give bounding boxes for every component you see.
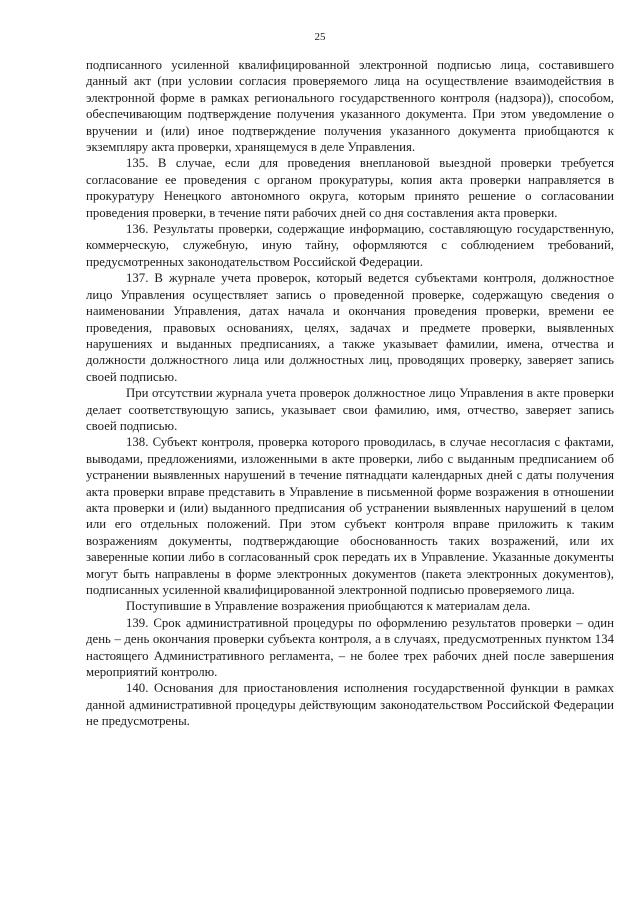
page-number: 25 (314, 31, 326, 43)
paragraph-137: 137. В журнале учета проверок, который ведется субъектами контроля, должностное лицо Управления осуществляет запись о проведенной проверке, содержащую сведения о наименовании Управления, датах начала и окончания проведения проверки, времени ее проведения, правовых основаниях, целях, задачах и предмете проверки, выявленных нарушениях и выданных предписаниях, а также указывает фамилии, имена, отчества и должности должностного лица или должностных лиц, проводящих проверку, заверяет запись своей подписью. (86, 271, 614, 384)
paragraph-138-note: Поступившие в Управление возражения приобщаются к материалам дела. (126, 599, 531, 614)
paragraph-136: 136. Результаты проверки, содержащие информацию, составляющую государственную, коммерческую, служебную, иную тайну, оформляются с соблюдением требований, предусмотренных законодательством Российской Федерации. (86, 222, 614, 269)
body-text (86, 57, 614, 730)
paragraph-139: 139. Срок административной процедуры по оформлению результатов проверки – один день – день окончания проверки субъекта контроля, а в случаях, предусмотренных пунктом 134 настоящего Административного регламента, – не более трех рабочих дней после завершения мероприятий контролю. (86, 615, 614, 680)
paragraph-135: 135. В случае, если для проведения внеплановой выездной проверки требуется согласование ее проведения с органом прокуратуры, копия акта проверки направляется в прокуратуру Ненецкого автономного округа, которым принято решение о согласовании проведения проверки, в течение пяти рабочих дней со дня составления акта проверки. (86, 156, 614, 220)
paragraph-continuation: подписанного усиленной квалифицированной электронной подписью лица, составившего данный акт (при условии согласия проверяемого лица на осуществление взаимодействия в электронной форме в рамках регионального государственного контроля (надзора)), способом, обеспечивающим подтверждение получения указанного документа. При этом уведомление о вручении и (или) иное подтверждение получения указанного документа приобщаются к экземпляру акта проверки, хранящемуся в деле Управления. (86, 58, 614, 155)
paragraph-137-note: При отсутствии журнала учета проверок должностное лицо Управления в акте проверки делает соответствующую запись, указывает свои фамилию, имя, отчество, заверяет запись своей подписью. (86, 386, 614, 433)
paragraph-140: 140. Основания для приостановления исполнения государственной функции в рамках данной административной процедуры действующим законодательством Российской Федерации не предусмотрены. (86, 681, 614, 729)
paragraph-138: 138. Субъект контроля, проверка которого проводилась, в случае несогласия с фактами, выводами, предложениями, изложенными в акте проверки, либо с выданным предписанием об устранении выявленных нарушений в течение пятнадцати календарных дней с даты получения акта проверки вправе представить в Управление в письменной форме возражения в отношении акта проверки и (или) выданного предписания об устранении выявленных нарушений в целом или его отдельных положений. При этом субъект контроля вправе приложить к таким возражениям документы, подтверждающие обоснованность таких возражений, или их заверенные копии либо в согласованный срок передать их в Управление. Указанные документы могут быть направлены в форме электронных документов (пакета электронных документов), подписанных усиленной квалифицированной электронной подписью проверяемого лица. (86, 435, 614, 597)
